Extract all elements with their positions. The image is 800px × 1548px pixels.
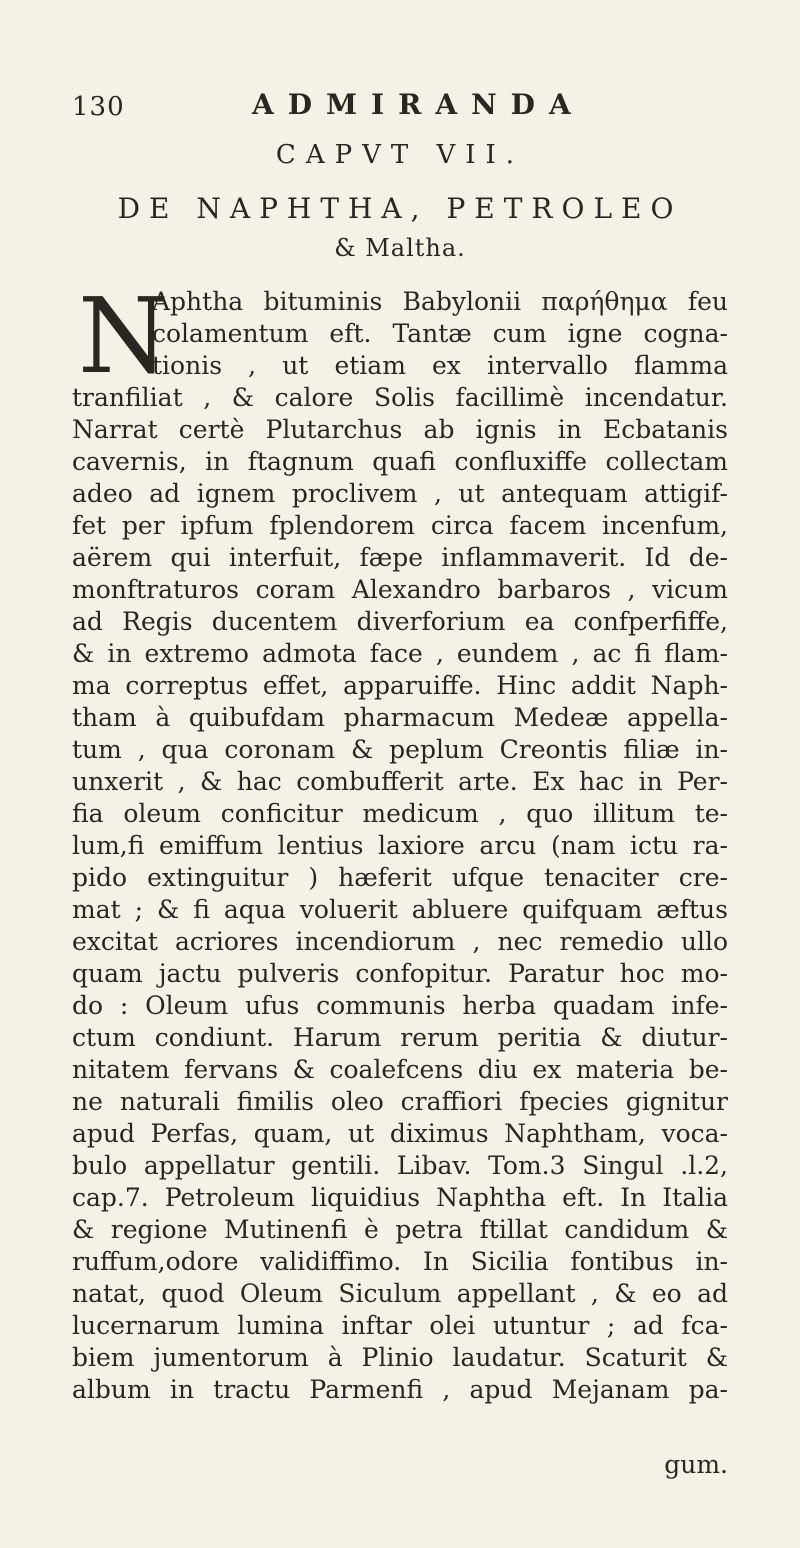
text-line: tum , qua coronam & peplum Creontis filiæ in- — [72, 735, 728, 764]
drop-capital: N — [78, 275, 169, 397]
text-line: fia oleum conficitur medicum , quo illitum te- — [72, 799, 728, 828]
text-line: & in extremo admota face , eundem , ac fi flam- — [72, 639, 728, 668]
text-line: album in tractu Parmenfi , apud Mejanam pa- — [72, 1375, 728, 1404]
text-line: & regione Mutinenfi è petra ftillat candidum & — [72, 1215, 728, 1244]
text-line: ruffum,odore validiffimo. In Sicilia fontibus in- — [72, 1247, 728, 1276]
text-line: quam jactu pulveris confopitur. Paratur hoc mo- — [72, 959, 728, 988]
running-title: ADMIRANDA — [252, 88, 585, 121]
text-line: bulo appellatur gentili. Libav. Tom.3 Singul .l.2, — [72, 1151, 728, 1180]
chapter-title: DE NAPHTHA, PETROLEO — [117, 192, 683, 225]
text-line: Narrat certè Plutarchus ab ignis in Ecbatanis — [72, 415, 728, 444]
text-line: tranfiliat , & calore Solis facillimè incendatur. — [72, 383, 728, 412]
catchword: gum. — [664, 1450, 728, 1479]
text-line: nitatem fervans & coalefcens diu ex materia be- — [72, 1055, 728, 1084]
text-line: tionis , ut etiam ex intervallo flamma — [152, 351, 728, 380]
page-number: 130 — [72, 92, 125, 122]
chapter-subtitle: & Maltha. — [334, 234, 466, 262]
text-line: aërem qui interfuit, fæpe inflammaverit. Id de- — [72, 543, 728, 572]
text-line: cap.7. Petroleum liquidius Naphtha eft. In Italia — [72, 1183, 728, 1212]
text-line: cavernis, in ftagnum quafi confluxiffe collectam — [72, 447, 728, 476]
text-line: do : Oleum ufus communis herba quadam infe- — [72, 991, 728, 1020]
running-head — [72, 88, 732, 128]
text-line: monftraturos coram Alexandro barbaros , vicum — [72, 575, 728, 604]
text-line: lum,fi emiffum lentius laxiore arcu (nam ictu ra- — [72, 831, 728, 860]
text-line: biem jumentorum à Plinio laudatur. Scaturit & — [72, 1343, 728, 1372]
text-line: ma correptus effet, apparuiffe. Hinc addit Naph- — [72, 671, 728, 700]
text-line: lucernarum lumina inftar olei utuntur ; ad fca- — [72, 1311, 728, 1340]
text-line: colamentum eft. Tantæ cum igne cogna- — [152, 319, 728, 348]
text-line: natat, quod Oleum Siculum appellant , & eo ad — [72, 1279, 728, 1308]
text-line: fet per ipfum fplendorem circa facem incenfum, — [72, 511, 728, 540]
text-line: excitat acriores incendiorum , nec remedio ullo — [72, 927, 728, 956]
text-line: mat ; & fi aqua voluerit abluere quifquam æftus — [72, 895, 728, 924]
text-line: Aphtha bituminis Babylonii παρήθημα feu — [152, 287, 728, 316]
text-line: unxerit , & hac combufferit arte. Ex hac in Per- — [72, 767, 728, 796]
text-line: apud Perfas, quam, ut diximus Naphtham, voca- — [72, 1119, 728, 1148]
text-line: ne naturali fimilis oleo craffiori fpecies gignitur — [72, 1087, 728, 1116]
text-line: adeo ad ignem proclivem , ut antequam attigif- — [72, 479, 728, 508]
text-line: ctum condiunt. Harum rerum peritia & diutur- — [72, 1023, 728, 1052]
chapter-heading: CAPVT VII. — [275, 140, 525, 170]
text-line: pido extinguitur ) hæferit ufque tenaciter cre- — [72, 863, 728, 892]
text-line: ad Regis ducentem diverforium ea confperfiffe, — [72, 607, 728, 636]
text-line: tham à quibufdam pharmacum Medeæ appella- — [72, 703, 728, 732]
